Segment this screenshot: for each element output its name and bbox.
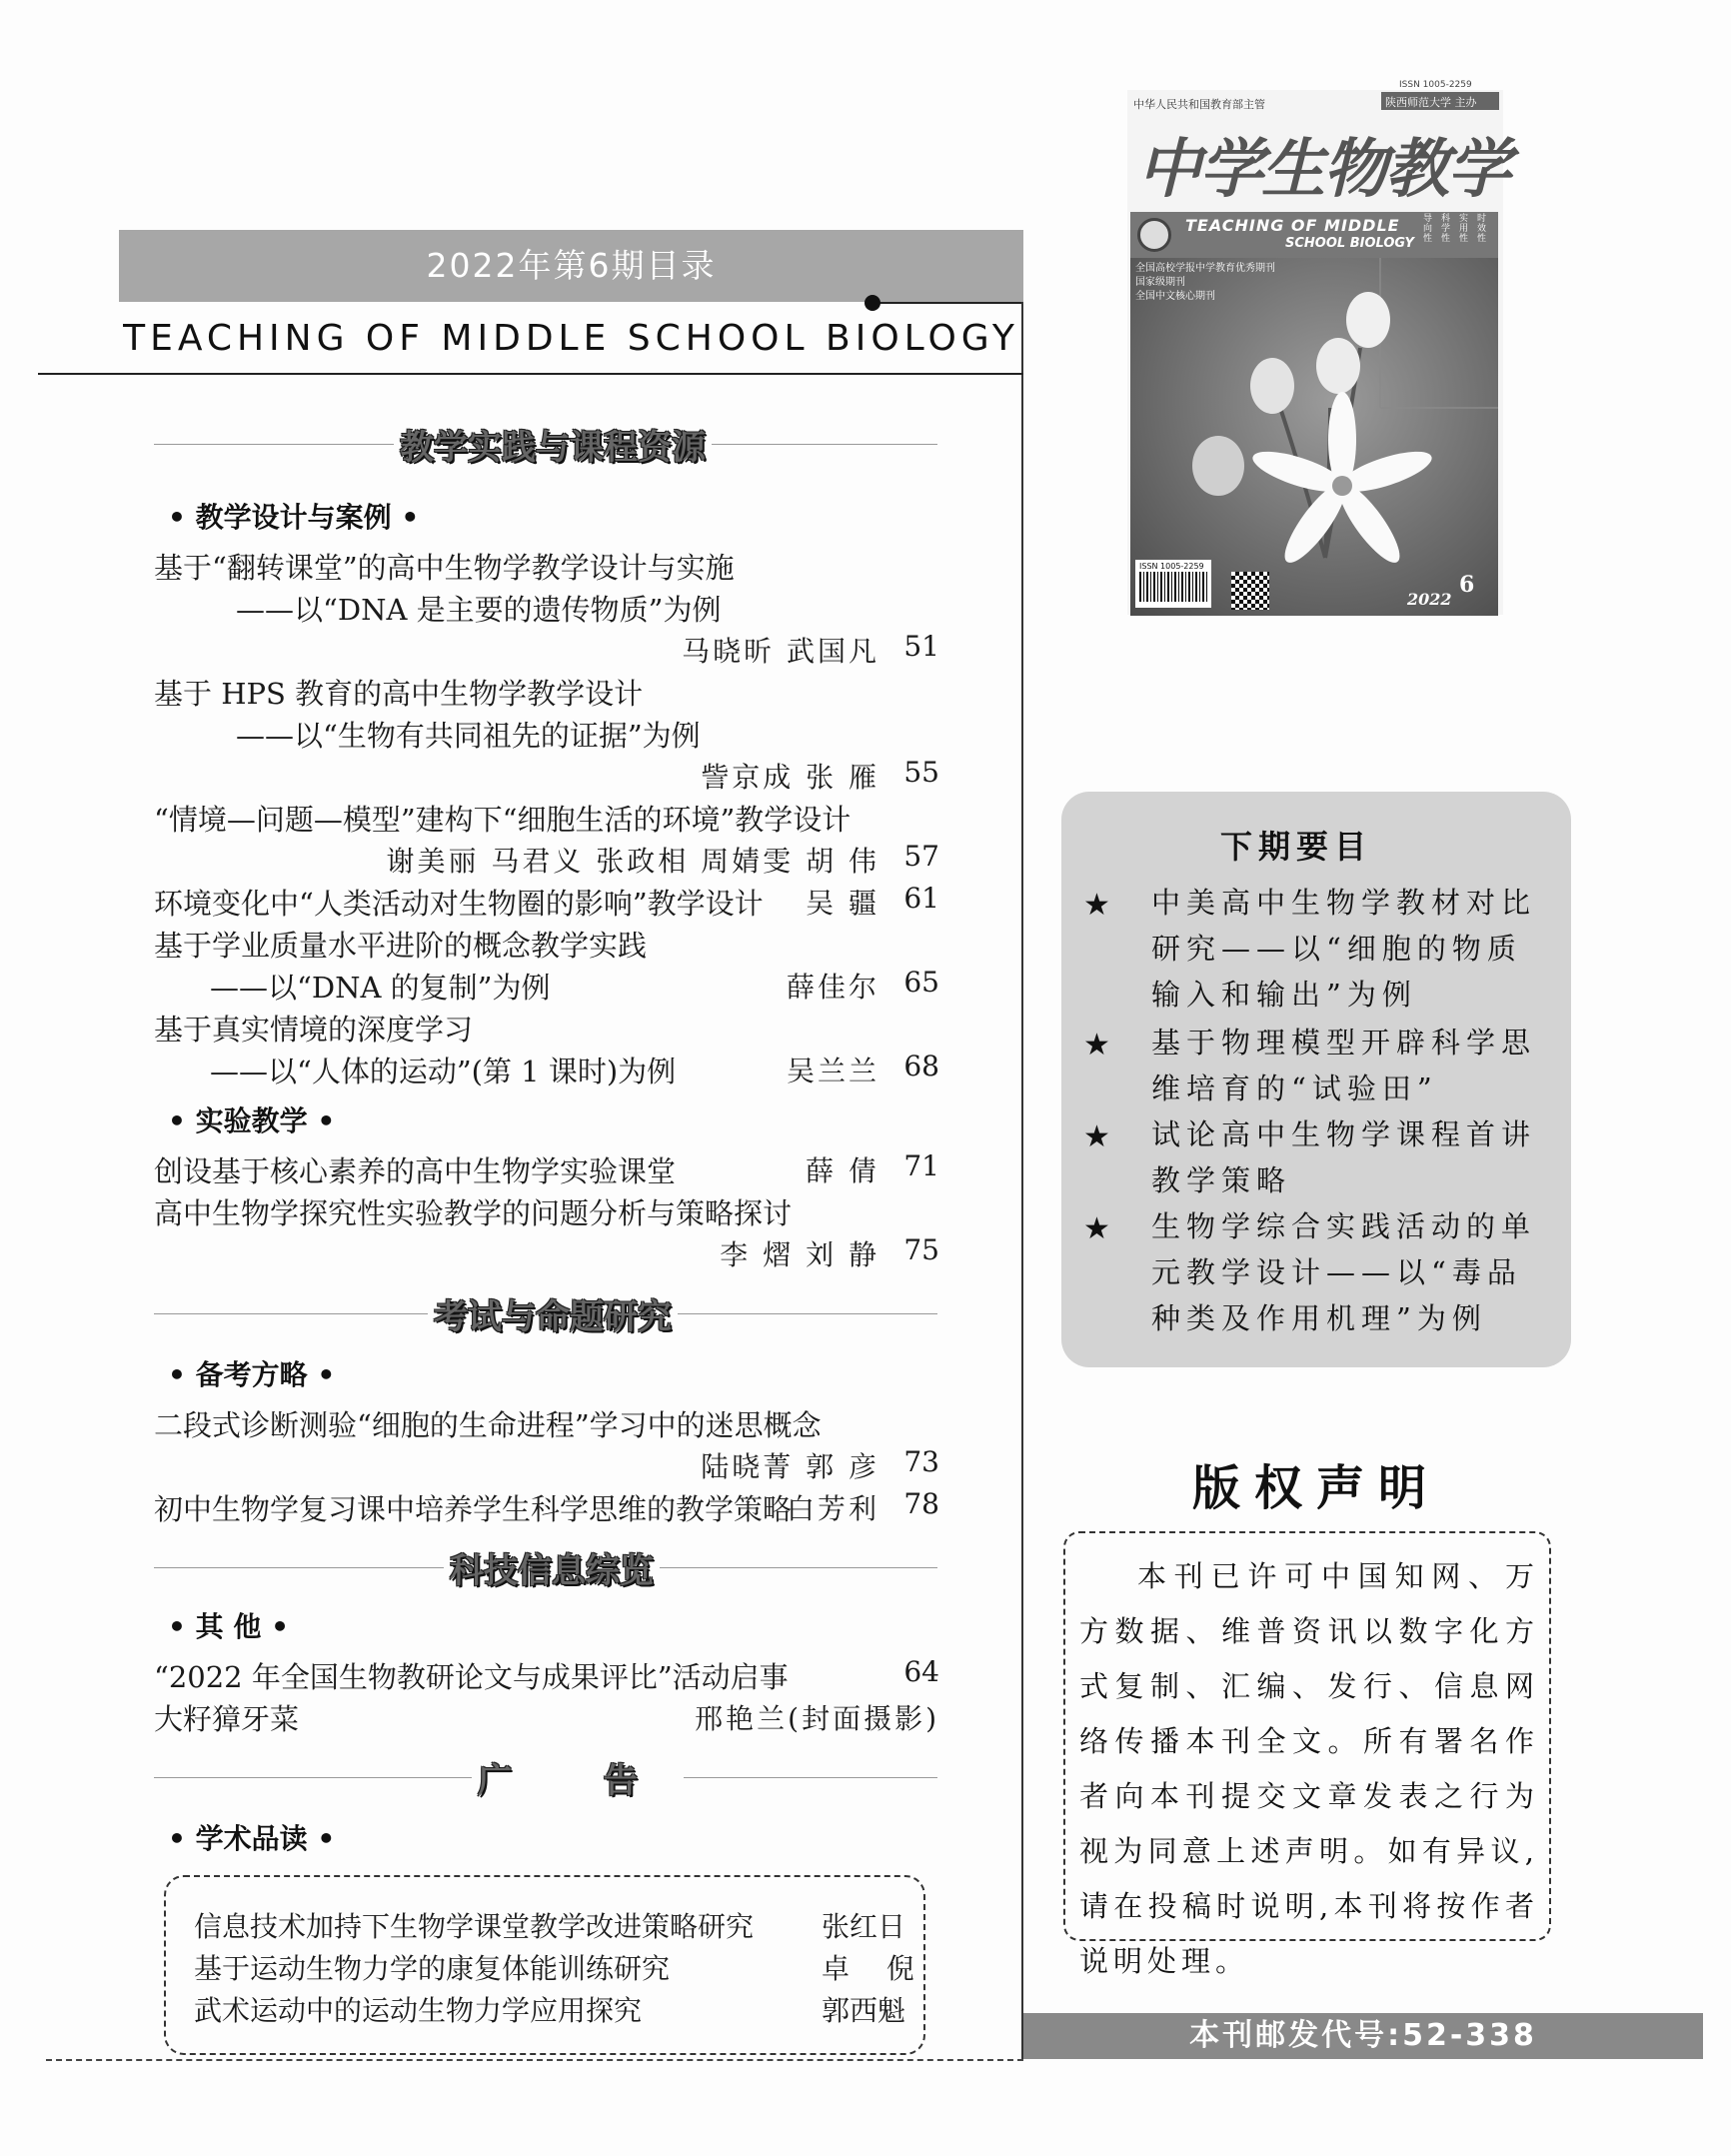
cover-english-l1: TEACHING OF MIDDLE (1185, 216, 1400, 235)
cover-honor: 全国高校学报中学教育优秀期刊 (1135, 263, 1275, 274)
cover-issn-top: ISSN 1005-2259 (1399, 80, 1472, 90)
toc-entry-page: 64 (903, 1655, 939, 1688)
section-title-ads: 广 告 (472, 1753, 684, 1802)
ad-item-author: 郭西魁 (822, 1994, 906, 2027)
next-issue-item[interactable]: 生物学综合实践活动的单元教学设计——以“毒品种类及作用机理”为例 (1151, 1209, 1537, 1335)
cover-tag: 实用性 (1459, 214, 1469, 244)
postal-code-label: 本刊邮发代号:52-338 (1189, 2018, 1537, 2053)
ad-item-title[interactable]: 基于运动生物力学的康复体能训练研究 (194, 1952, 671, 1985)
title-underline (38, 373, 1023, 375)
toc-entry-page: 75 (903, 1233, 939, 1266)
toc-issue-title: 2022年第6期目录 (426, 246, 717, 285)
toc-entry-title[interactable]: “情境—问题—模型”建构下“细胞生活的环境”教学设计 (154, 803, 852, 837)
toc-entry-authors: 李 熠 刘 静 (720, 1238, 879, 1271)
toc-entry-page: 78 (903, 1487, 939, 1520)
toc-entry-subtitle: ——以“生物有共同祖先的证据”为例 (236, 719, 701, 753)
toc-entry-page: 61 (903, 882, 939, 915)
toc-entry-authors: 陆晓菁 郭 彦 (701, 1450, 879, 1483)
star-icon: ★ (1083, 1119, 1110, 1154)
next-issue-item[interactable]: 试论高中生物学课程首讲教学策略 (1151, 1117, 1537, 1197)
toc-entry-title[interactable]: 基于 HPS 教育的高中生物学教学设计 (154, 677, 644, 711)
ad-item-author: 张红日 (822, 1910, 906, 1943)
toc-entry-authors: 訾京成 张 雁 (701, 761, 879, 794)
toc-entry-authors: 谢美丽 马君义 张政相 周婧雯 胡 伟 (386, 845, 879, 878)
copyright-text: 本刊已许可中国知网、万方数据、维普资讯以数字化方式复制、汇编、发行、信息网络传播本刊全文。所有署名作者向本刊提交文章发表之行为视为同意上述声明。如有异议,请在投稿时说明,本刊将按作者说明处理。 (1079, 1559, 1539, 1978)
ad-item-title[interactable]: 信息技术加持下生物学课堂教学改进策略研究 (194, 1910, 755, 1943)
toc-entry-title[interactable]: 基于真实情境的深度学习 (154, 1013, 474, 1047)
toc-entry-page: 71 (903, 1149, 939, 1182)
toc-entry-page: 57 (903, 840, 939, 873)
cover-english-l2: SCHOOL BIOLOGY (1285, 236, 1414, 251)
toc-entry-authors: 白芳利 (786, 1492, 879, 1525)
toc-entry-page: 73 (903, 1445, 939, 1478)
toc-entry-authors: 吴 疆 (806, 887, 879, 920)
bottom-dashed-rule (46, 2059, 1023, 2061)
cover-year: 2022 (1407, 590, 1452, 609)
subsection-experiment-teaching: • 实验教学 • (168, 1104, 336, 1137)
cover-tag: 时效性 (1477, 214, 1487, 244)
subsection-exam-strategy: • 备考方略 • (168, 1358, 336, 1391)
next-issue-item[interactable]: 中美高中生物学教材对比研究——以“细胞的物质输入和输出”为例 (1151, 886, 1537, 1012)
toc-entry-subtitle: ——以“人体的运动”(第 1 课时)为例 (210, 1055, 677, 1088)
cover-tag: 科学性 (1441, 214, 1451, 244)
section-title-tech-info: 科技信息综览 (444, 1543, 660, 1592)
cover-honor: 全国中文核心期刊 (1135, 291, 1215, 302)
copyright-title: 版权声明 (1191, 1460, 1440, 1516)
toc-entry-title[interactable]: 初中生物学复习课中培养学生科学思维的教学策略 (154, 1492, 793, 1526)
toc-entry-title[interactable]: 高中生物学探究性实验教学的问题分析与策略探讨 (154, 1196, 793, 1230)
cover-emblem-icon (1137, 218, 1171, 252)
toc-entry-title[interactable]: 基于“翻转课堂”的高中生物学教学设计与实施 (154, 551, 735, 585)
cover-supervisor: 中华人民共和国教育部主管 (1133, 98, 1265, 111)
toc-entry-title[interactable]: 创设基于核心素养的高中生物学实验课堂 (154, 1154, 677, 1188)
ad-item-author: 卓 倪 (822, 1952, 928, 1985)
ad-item-title[interactable]: 武术运动中的运动生物力学应用探究 (194, 1994, 643, 2027)
cover-tag: 导向性 (1423, 214, 1433, 244)
column-divider (1021, 302, 1023, 2061)
header-rule (873, 302, 1023, 304)
toc-entry-title[interactable]: 基于学业质量水平进阶的概念教学实践 (154, 929, 648, 963)
toc-entry-authors: 薛佳尔 (786, 971, 879, 1004)
cover-sponsor: 陕西师范大学 主办 (1385, 96, 1477, 109)
cover-issn-bottom: ISSN 1005-2259 (1139, 562, 1204, 571)
toc-entry-page: 68 (903, 1050, 939, 1082)
next-issue-item[interactable]: 基于物理模型开辟科学思维培育的“试验田” (1151, 1026, 1537, 1105)
toc-entry-page: 65 (903, 966, 939, 999)
toc-entry-title[interactable]: 二段式诊断测验“细胞的生命进程”学习中的迷思概念 (154, 1408, 822, 1442)
next-issue-title: 下期要目 (1219, 828, 1372, 866)
toc-entry-title[interactable]: “2022 年全国生物教研论文与成果评比”活动启事 (154, 1660, 789, 1694)
toc-entry-title[interactable]: 大籽獐牙菜 (154, 1702, 300, 1736)
subsection-academic-reading: • 学术品读 • (168, 1822, 336, 1855)
cover-barcode (1139, 572, 1207, 602)
cover-qr-code (1231, 572, 1269, 610)
section-title-practice: 教学实践与课程资源 (394, 420, 712, 469)
cover-honor: 国家级期刊 (1135, 277, 1185, 288)
toc-entry-authors: 邢艳兰(封面摄影) (695, 1702, 939, 1735)
star-icon: ★ (1083, 1211, 1110, 1246)
toc-entry-page: 55 (903, 756, 939, 789)
star-icon: ★ (1083, 888, 1110, 923)
toc-entry-page: 51 (903, 630, 939, 663)
cover-issue-no: 6 (1459, 572, 1475, 598)
journal-english-title: TEACHING OF MIDDLE SCHOOL BIOLOGY (123, 318, 1019, 359)
toc-entry-subtitle: ——以“DNA 是主要的遗传物质”为例 (236, 593, 722, 627)
cover-logo-text: 中学生物教学 (1137, 132, 1509, 207)
section-title-exam: 考试与命题研究 (428, 1289, 678, 1338)
toc-entry-authors: 吴兰兰 (786, 1055, 879, 1087)
toc-entry-authors: 薛 倩 (806, 1154, 879, 1187)
toc-entry-title[interactable]: 环境变化中“人类活动对生物圈的影响”教学设计 (154, 887, 764, 921)
toc-entry-authors: 马晓昕 武国凡 (682, 635, 879, 668)
toc-entry-subtitle: ——以“DNA 的复制”为例 (210, 971, 551, 1005)
header-dot (865, 295, 880, 311)
star-icon: ★ (1083, 1028, 1110, 1063)
subsection-others: • 其 他 • (168, 1610, 290, 1643)
subsection-teaching-design: • 教学设计与案例 • (168, 501, 420, 534)
